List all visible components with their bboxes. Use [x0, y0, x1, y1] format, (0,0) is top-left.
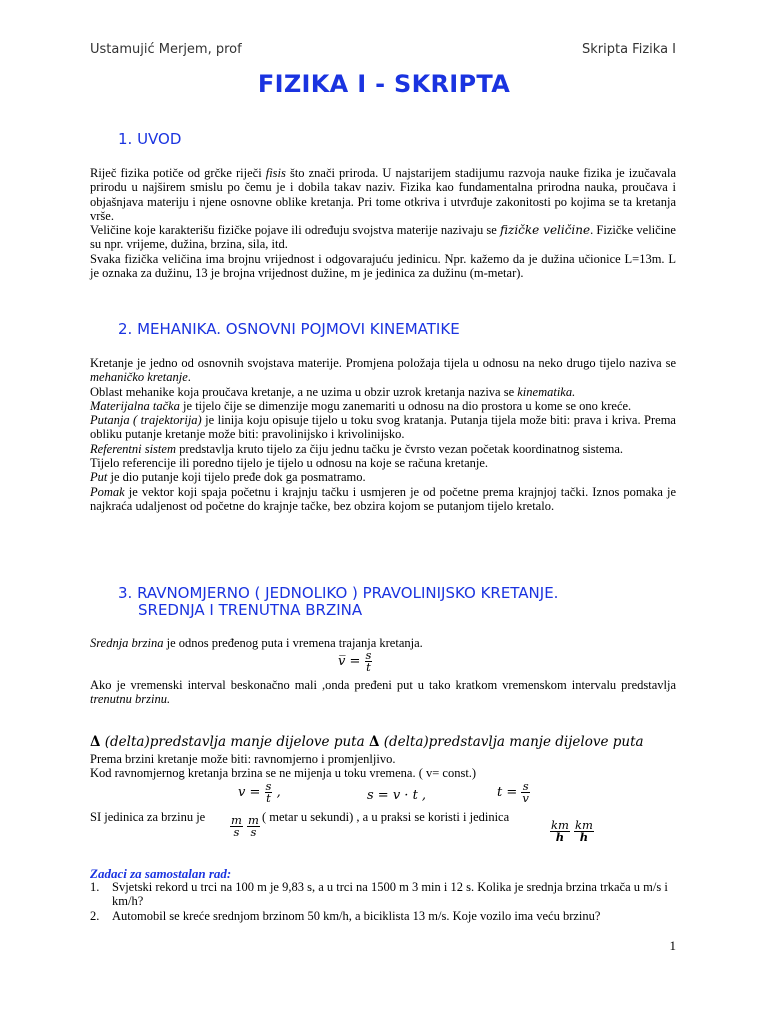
kretanje-types: Prema brzini kretanje može biti: ravnomjerno i promjenljivo. Kod ravnomjernog kretanja brzina se ne mijenja u toku vremena. ( v= const.)	[90, 752, 477, 781]
delta-note: Δ (delta)predstavlja manje dijelove puta Δ (delta)predstavlja manje dijelove puta	[90, 734, 644, 750]
paragraph: Put je dio putanje koji tijelo pređe dok ga posmatramo.	[90, 470, 366, 485]
delta-symbol: Δ	[90, 734, 101, 750]
srednja-brzina-definition: Srednja brzina je odnos pređenog puta i vremena trajanja kretanja.	[90, 636, 423, 650]
header-doc-title: Skripta Fizika I	[582, 42, 676, 57]
header-author: Ustamujić Merjem, prof	[90, 42, 242, 57]
section-mehanika-body	[90, 356, 676, 513]
paragraph: Veličine koje karakterišu fizičke pojave ili određuju svojstva materije nazivaju se fizičke veličine. Fizičke veličine su npr. vrijeme, dužina, brzina, sila, itd.	[90, 223, 676, 252]
section-heading-mehanika: 2. MEHANIKA. OSNOVNI POJMOVI KINEMATIKE	[118, 320, 460, 338]
paragraph: Materijalna tačka je tijelo čije se dimenzije mogu zanemariti u odnosu na dio prostora u kome se ono kreće.	[90, 398, 632, 413]
formula-km-h: $\frac{km}{h}$ $\frac{km}{h}$	[551, 818, 593, 844]
trenutna-brzina-text: Ako je vremenski interval beskonačno mali ,onda pređeni put u tako kratkom vremenskom intervalu predstavlja trenutnu brzinu.	[90, 678, 676, 707]
paragraph: Referentni sistem predstavlja kruto tijelo za čiju jednu tačku je čvrsto vezan početak koordinatnog sistema.	[90, 441, 624, 456]
paragraph: Oblast mehanike koja proučava kretanje, a ne uzima u obzir uzrok kretanja naziva se kinematika.	[90, 384, 576, 399]
paragraph: Svaka fizička veličina ima brojnu vrijednost i odgovarajuću jedinicu. Npr. kažemo da je dužina učionice L=13m. L je oznaka za dužinu, 13 je brojna vrijednost dužine, m je jedinica za dužinu (m-metar).	[90, 251, 676, 281]
delta-symbol: Δ	[368, 734, 380, 750]
section-heading-brzina: 3. RAVNOMJERNO ( JEDNOLIKO ) PRAVOLINIJSKO KRETANJE. SREDNJA I TRENUTNA BRZINA	[118, 584, 559, 619]
si-unit-text: ( metar u sekundi) , a u praksi se koristi i jedinica	[262, 810, 510, 824]
formula-s: s = v · t ,	[367, 788, 427, 803]
section-heading-uvod: 1. UVOD	[118, 130, 182, 148]
formula-average-speed: v̅ = $\frac{s}{t}$	[338, 648, 372, 674]
task-item-2: 2. Automobil se kreće srednjom brzinom 50 km/h, a biciklista 13 m/s. Koje vozilo ima veću brzinu?	[90, 909, 601, 923]
page-number: 1	[669, 938, 676, 953]
paragraph: Putanja ( trajektorija) je linija koju opisuje tijelo u toku svog kratanja. Putanja tijela može biti: prava i kriva. Prema obliku putanje kretanje može biti: pravolinijsko i krivolinijsko.	[90, 413, 676, 442]
page-title: FIZIKA I - SKRIPTA	[257, 70, 511, 98]
tasks-heading: Zadaci za samostalan rad:	[90, 866, 232, 881]
paragraph: Pomak je vektor koji spaja početnu i krajnju tačku i usmjeren je od početne prema krajnjoj tački. Iznos pomaka je najkraća udaljenost od početne do krajnje tačke, bez obzira kojom se putanjom tijelo kretalo.	[90, 484, 676, 513]
paragraph: Kretanje je jedno od osnovnih svojstava materije. Promjena položaja tijela u odnosu na neko drugo tijelo naziva se mehaničko kretanje.	[90, 356, 676, 385]
paragraph: Riječ fizika potiče od grčke riječi fisis što znači priroda. U najstarijem stadijumu razvoja nauke fizika je izučavala prirodu u najširem smislu po čemu je i dobila takav naziv. Fizika kao fundamentalna prirodna nauka, proučava i objašnjava materiju i njene osnovne oblike kretanja. Pri tome otkriva i utvrđuje zakonitosti po kojima se ta kretanja vrše.	[90, 166, 676, 223]
section-uvod-body	[90, 166, 676, 280]
si-unit-label: SI jedinica za brzinu je	[90, 810, 206, 824]
paragraph: Tijelo referencije ili poredno tijelo je tijelo u odnosu na koje se računa kretanje.	[90, 456, 489, 471]
formula-t: t = $\frac{s}{v}$	[497, 779, 529, 805]
formula-si-unit: $\frac{m}{s}$ $\frac{m}{s}$	[231, 813, 259, 839]
formula-v: v = $\frac{s}{t}$ ,	[238, 779, 281, 805]
task-item-1: 1. Svjetski rekord u trci na 100 m je 9,83 s, a u trci na 1500 m 3 min i 12 s. Kolika je srednja brzina trkača u m/s i km/h?	[90, 880, 668, 909]
